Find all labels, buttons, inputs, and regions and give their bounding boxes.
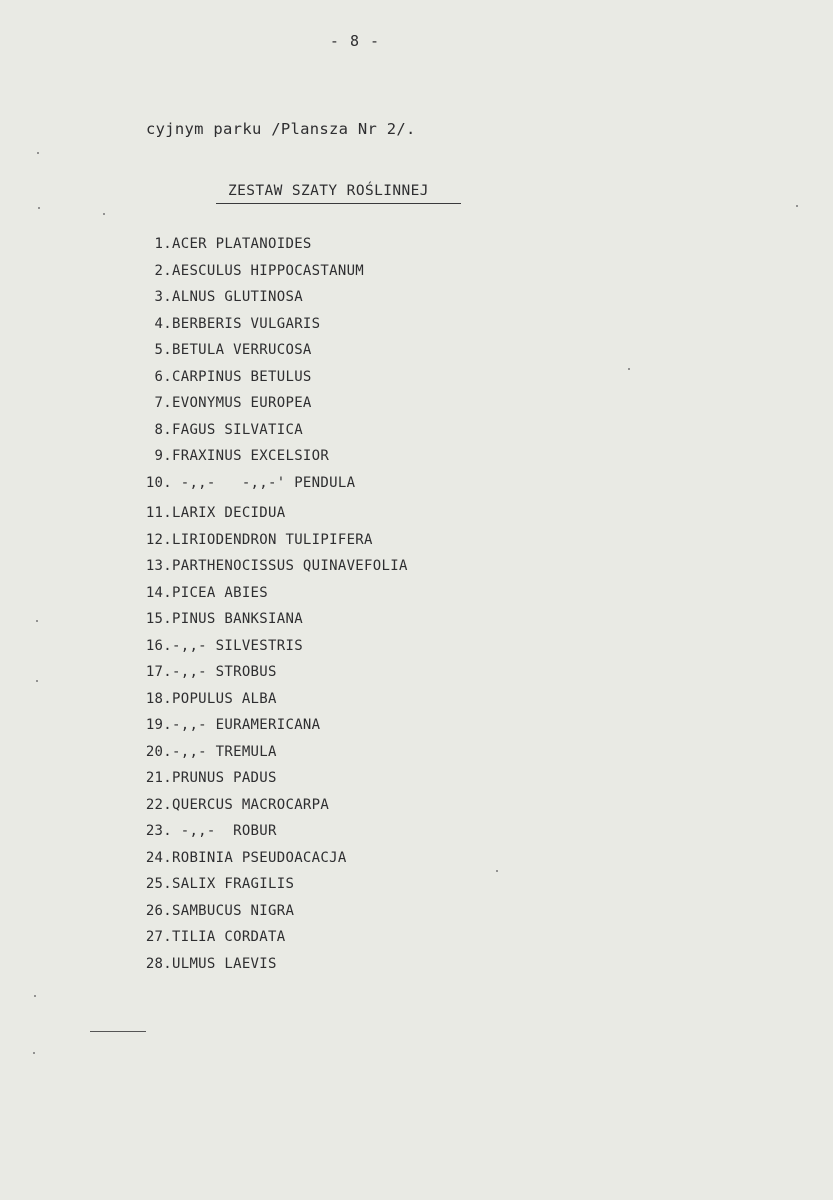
item-number: 24.: [145, 849, 172, 866]
species-list: [120, 234, 408, 980]
scan-speck: [103, 213, 105, 215]
species-name: ULMUS LAEVIS: [172, 955, 277, 972]
item-number: 3.: [154, 289, 172, 305]
list-item: [120, 821, 408, 848]
species-name: FAGUS SILVATICA: [172, 421, 303, 438]
list-item: [120, 234, 408, 261]
section-title: ZESTAW SZATY ROŚLINNEJ: [228, 183, 429, 199]
item-number: 1.: [154, 236, 172, 252]
item-number: 17.: [145, 664, 172, 680]
item-number: 27.: [145, 929, 172, 945]
species-name: ALNUS GLUTINOSA: [172, 289, 303, 305]
species-name: LARIX DECIDUA: [172, 505, 286, 521]
item-number: 2.: [154, 262, 172, 279]
species-name: FRAXINUS EXCELSIOR: [172, 448, 330, 464]
species-name: LIRIODENDRON TULIPIFERA: [172, 531, 373, 548]
list-item: [120, 556, 408, 583]
species-name: BERBERIS VULGARIS: [172, 315, 321, 332]
item-number: 16.: [145, 637, 172, 654]
list-item: [120, 261, 408, 288]
scan-speck: [36, 620, 38, 622]
species-name: SALIX FRAGILIS: [172, 876, 295, 892]
item-number: 28.: [145, 955, 172, 972]
list-item: [120, 874, 408, 901]
item-number: 8.: [154, 421, 172, 438]
list-item: [120, 927, 408, 954]
item-number: 4.: [154, 315, 172, 332]
species-name: PINUS BANKSIANA: [172, 611, 303, 627]
item-number: 6.: [154, 368, 172, 385]
item-number: 7.: [154, 395, 172, 411]
item-number: 26.: [145, 902, 172, 919]
list-item: [120, 715, 408, 742]
item-number: 13.: [145, 558, 172, 574]
species-name: EVONYMUS EUROPEA: [172, 395, 312, 411]
list-item: [120, 314, 408, 341]
list-item: [120, 446, 408, 473]
title-underline: [216, 203, 461, 204]
species-name: POPULUS ALBA: [172, 690, 277, 707]
species-name: AESCULUS HIPPOCASTANUM: [172, 262, 365, 279]
list-item: [120, 503, 408, 530]
species-name: PRUNUS PADUS: [172, 770, 277, 786]
item-number: 10.: [145, 474, 172, 491]
species-name: QUERCUS MACROCARPA: [172, 796, 330, 813]
species-name: -,,- ROBUR: [172, 823, 277, 839]
scan-speck: [36, 680, 38, 682]
species-name: -,,- STROBUS: [172, 664, 277, 680]
species-name: SAMBUCUS NIGRA: [172, 902, 295, 919]
page-number: - 8 -: [329, 32, 381, 50]
intro-text: cyjnym parku /Plansza Nr 2/.: [146, 120, 416, 138]
species-name: -,,- -,,-' PENDULA: [172, 474, 356, 491]
list-item: [120, 287, 408, 314]
list-item: [120, 609, 408, 636]
scan-speck: [628, 368, 630, 370]
species-name: TILIA CORDATA: [172, 929, 286, 945]
scan-speck: [37, 152, 39, 154]
list-item: [120, 742, 408, 769]
list-item: [120, 473, 408, 500]
list-item: [120, 367, 408, 394]
species-name: BETULA VERRUCOSA: [172, 342, 312, 358]
footnote-rule: [90, 1031, 146, 1032]
scan-speck: [34, 995, 36, 997]
list-item: [120, 340, 408, 367]
species-name: PICEA ABIES: [172, 584, 269, 601]
list-item: [120, 901, 408, 928]
item-number: 25.: [145, 876, 172, 892]
item-number: 20.: [145, 743, 172, 760]
species-name: ACER PLATANOIDES: [172, 236, 312, 252]
species-name: -,,- SILVESTRIS: [172, 637, 303, 654]
item-number: 5.: [154, 342, 172, 358]
item-number: 22.: [145, 796, 172, 813]
item-number: 21.: [145, 770, 172, 786]
list-item: [120, 420, 408, 447]
species-name: -,,- TREMULA: [172, 743, 277, 760]
species-name: CARPINUS BETULUS: [172, 368, 312, 385]
scan-speck: [33, 1052, 35, 1054]
list-item: [120, 795, 408, 822]
species-name: PARTHENOCISSUS QUINAVEFOLIA: [172, 558, 408, 574]
scan-speck: [38, 207, 40, 209]
item-number: 15.: [145, 611, 172, 627]
list-item: [120, 583, 408, 610]
item-number: 23.: [145, 823, 172, 839]
list-item: [120, 848, 408, 875]
list-item: [120, 636, 408, 663]
list-item: [120, 768, 408, 795]
item-number: 18.: [145, 690, 172, 707]
list-item: [120, 954, 408, 981]
list-item: [120, 689, 408, 716]
item-number: 12.: [145, 531, 172, 548]
list-item: [120, 393, 408, 420]
list-item: [120, 530, 408, 557]
species-name: -,,- EURAMERICANA: [172, 717, 321, 733]
list-item: [120, 662, 408, 689]
scan-speck: [496, 870, 498, 872]
item-number: 11.: [145, 505, 172, 521]
item-number: 19.: [145, 717, 172, 733]
item-number: 14.: [145, 584, 172, 601]
item-number: 9.: [154, 448, 172, 464]
scan-speck: [796, 205, 798, 207]
species-name: ROBINIA PSEUDOACACJA: [172, 849, 347, 866]
